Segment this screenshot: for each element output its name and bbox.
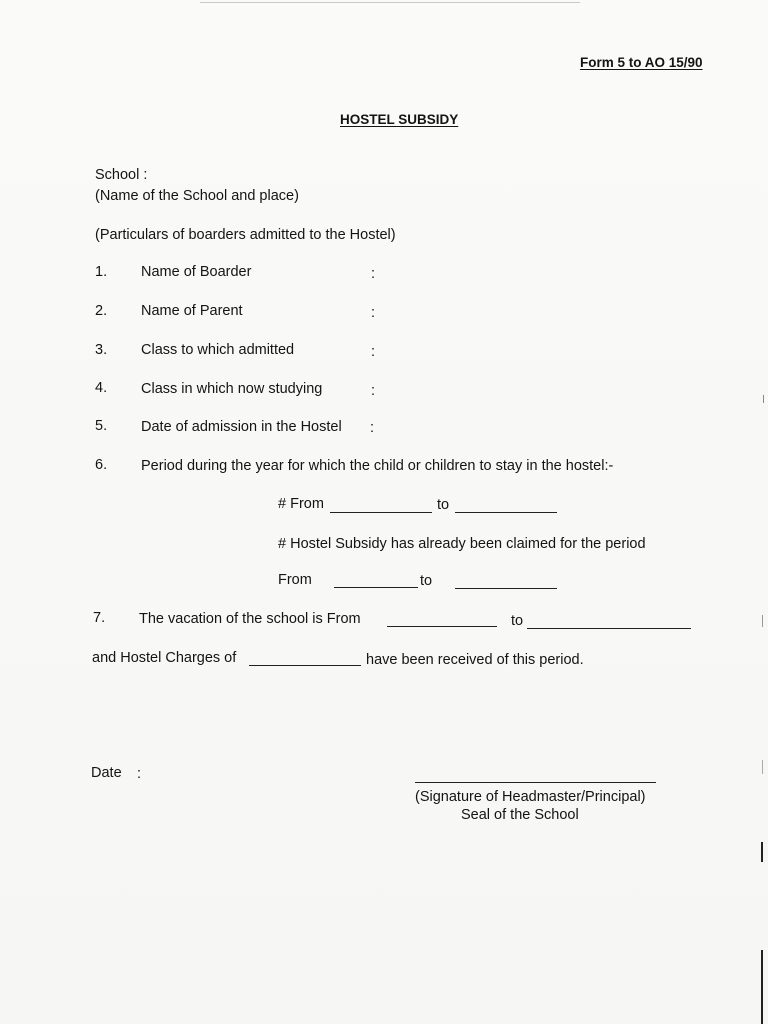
vacation-from-blank[interactable] bbox=[387, 626, 497, 627]
charges-prefix: and Hostel Charges of bbox=[92, 650, 237, 666]
scan-artifact-top bbox=[200, 2, 580, 3]
claimed-to-blank[interactable] bbox=[455, 588, 557, 589]
date-colon: : bbox=[137, 766, 142, 782]
item-number: 3. bbox=[95, 342, 108, 358]
item-colon: : bbox=[371, 305, 376, 321]
scan-edge-mark bbox=[761, 950, 763, 1024]
item-number: 7. bbox=[93, 610, 106, 626]
period-from-label: # From bbox=[278, 496, 324, 512]
vacation-to-blank[interactable] bbox=[527, 628, 691, 629]
form-reference: Form 5 to AO 15/90 bbox=[580, 55, 703, 70]
item-label-class-admitted: Class to which admitted bbox=[141, 342, 295, 358]
item-label-vacation: The vacation of the school is From bbox=[139, 611, 361, 627]
item-label-date-of-admission: Date of admission in the Hostel bbox=[141, 419, 342, 435]
signature-line[interactable] bbox=[415, 782, 656, 783]
item-colon: : bbox=[370, 420, 375, 436]
item-label-name-of-parent: Name of Parent bbox=[141, 303, 243, 319]
school-label: School : bbox=[95, 167, 148, 183]
item-number: 4. bbox=[95, 380, 108, 396]
signature-caption: (Signature of Headmaster/Principal) bbox=[415, 789, 646, 805]
item-colon: : bbox=[371, 266, 376, 282]
period-from-blank[interactable] bbox=[330, 512, 432, 513]
item-number: 5. bbox=[95, 418, 108, 434]
scan-edge-mark bbox=[763, 395, 764, 403]
particulars-note: (Particulars of boarders admitted to the Hostel) bbox=[95, 227, 396, 243]
claimed-from-blank[interactable] bbox=[334, 587, 418, 588]
school-hint: (Name of the School and place) bbox=[95, 188, 299, 204]
claimed-from-label: From bbox=[278, 572, 312, 588]
scan-edge-mark bbox=[761, 842, 763, 862]
item-number: 6. bbox=[95, 457, 108, 473]
seal-caption: Seal of the School bbox=[461, 807, 579, 823]
claimed-to-label: to bbox=[420, 573, 433, 589]
scan-edge-mark bbox=[762, 615, 763, 627]
item-number: 2. bbox=[95, 303, 108, 319]
charges-blank[interactable] bbox=[249, 665, 361, 666]
item-label-name-of-boarder: Name of Boarder bbox=[141, 264, 252, 280]
period-to-label: to bbox=[437, 497, 450, 513]
item-label-period: Period during the year for which the child or children to stay in the hostel:- bbox=[141, 458, 614, 474]
date-label: Date bbox=[91, 765, 122, 781]
period-to-blank[interactable] bbox=[455, 512, 557, 513]
subsidy-claimed-note: # Hostel Subsidy has already been claimed for the period bbox=[278, 536, 646, 552]
vacation-to-label: to bbox=[511, 613, 524, 629]
item-colon: : bbox=[371, 344, 376, 360]
item-label-class-now-studying: Class in which now studying bbox=[141, 381, 323, 397]
charges-suffix: have been received of this period. bbox=[366, 652, 584, 668]
item-number: 1. bbox=[95, 264, 108, 280]
item-colon: : bbox=[371, 383, 376, 399]
scan-edge-mark bbox=[762, 760, 763, 774]
page-title: HOSTEL SUBSIDY bbox=[340, 112, 459, 127]
